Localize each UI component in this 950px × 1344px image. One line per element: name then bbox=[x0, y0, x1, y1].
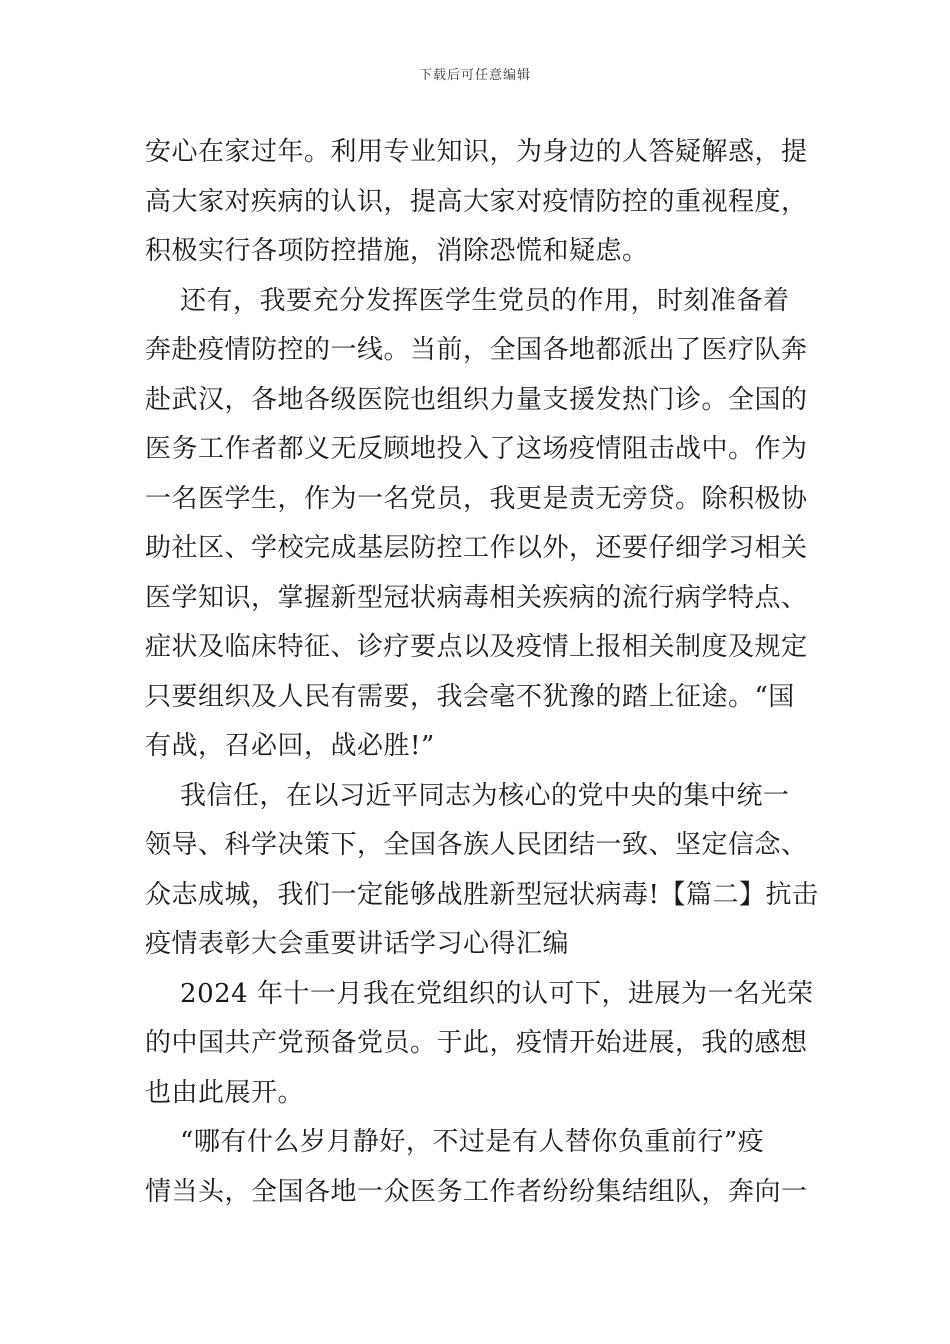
text-line: 一名医学生，作为一名党员，我更是责无旁贷。除积极协 bbox=[145, 483, 808, 514]
text-line: 高大家对疾病的认识，提高大家对疫情防控的重视程度， bbox=[145, 186, 808, 217]
text-line: 2024 年十一月我在党组织的认可下，进展为一名光荣 bbox=[145, 978, 814, 1009]
text-line: 也由此展开。 bbox=[145, 1077, 305, 1108]
text-line: 安心在家过年。利用专业知识，为身边的人答疑解惑，提 bbox=[145, 137, 808, 167]
text-line: 医学知识，掌握新型冠状病毒相关疾病的流行病学特点、 bbox=[145, 582, 808, 613]
text-line: 的中国共产党预备党员。于此，疫情开始进展，我的感想 bbox=[145, 1028, 808, 1058]
text-line: 众志成城，我们一定能够战胜新型冠状病毒!【篇二】抗击 bbox=[145, 879, 819, 910]
text-line: 积极实行各项防控措施，消除恐慌和疑虑。 bbox=[145, 236, 649, 266]
text-line: 奔赴疫情防控的一线。当前，全国各地都派出了医疗队奔 bbox=[145, 335, 808, 365]
page-header: 下载后可任意编辑 bbox=[418, 68, 531, 83]
text-line: 我信任，在以习近平同志为核心的党中央的集中统一 bbox=[145, 780, 790, 811]
text-line: 医务工作者都义无反顾地投入了这场疫情阻击战中。作为 bbox=[145, 434, 808, 464]
document-body bbox=[145, 128, 819, 1217]
text-line: 领导、科学决策下，全国各族人民团结一致、坚定信念、 bbox=[145, 830, 808, 860]
text-line: 疫情表彰大会重要讲话学习心得汇编 bbox=[145, 929, 570, 959]
text-line: 情当头，全国各地一众医务工作者纷纷集结组队，奔向一 bbox=[145, 1176, 808, 1207]
text-line: 有战，召必回，战必胜!” bbox=[145, 731, 435, 761]
text-line: 还有，我要充分发挥医学生党员的作用，时刻准备着 bbox=[145, 285, 790, 316]
text-line: 只要组织及人民有需要，我会毫不犹豫的踏上征途。“国 bbox=[145, 681, 795, 712]
text-line: “哪有什么岁月静好，不过是有人替你负重前行”疫 bbox=[145, 1127, 765, 1157]
text-line: 赴武汉，各地各级医院也组织力量支援发热门诊。全国的 bbox=[145, 384, 808, 415]
text-line: 症状及临床特征、诊疗要点以及疫情上报相关制度及规定 bbox=[145, 632, 808, 662]
text-line: 助社区、学校完成基层防控工作以外，还要仔细学习相关 bbox=[145, 533, 808, 563]
